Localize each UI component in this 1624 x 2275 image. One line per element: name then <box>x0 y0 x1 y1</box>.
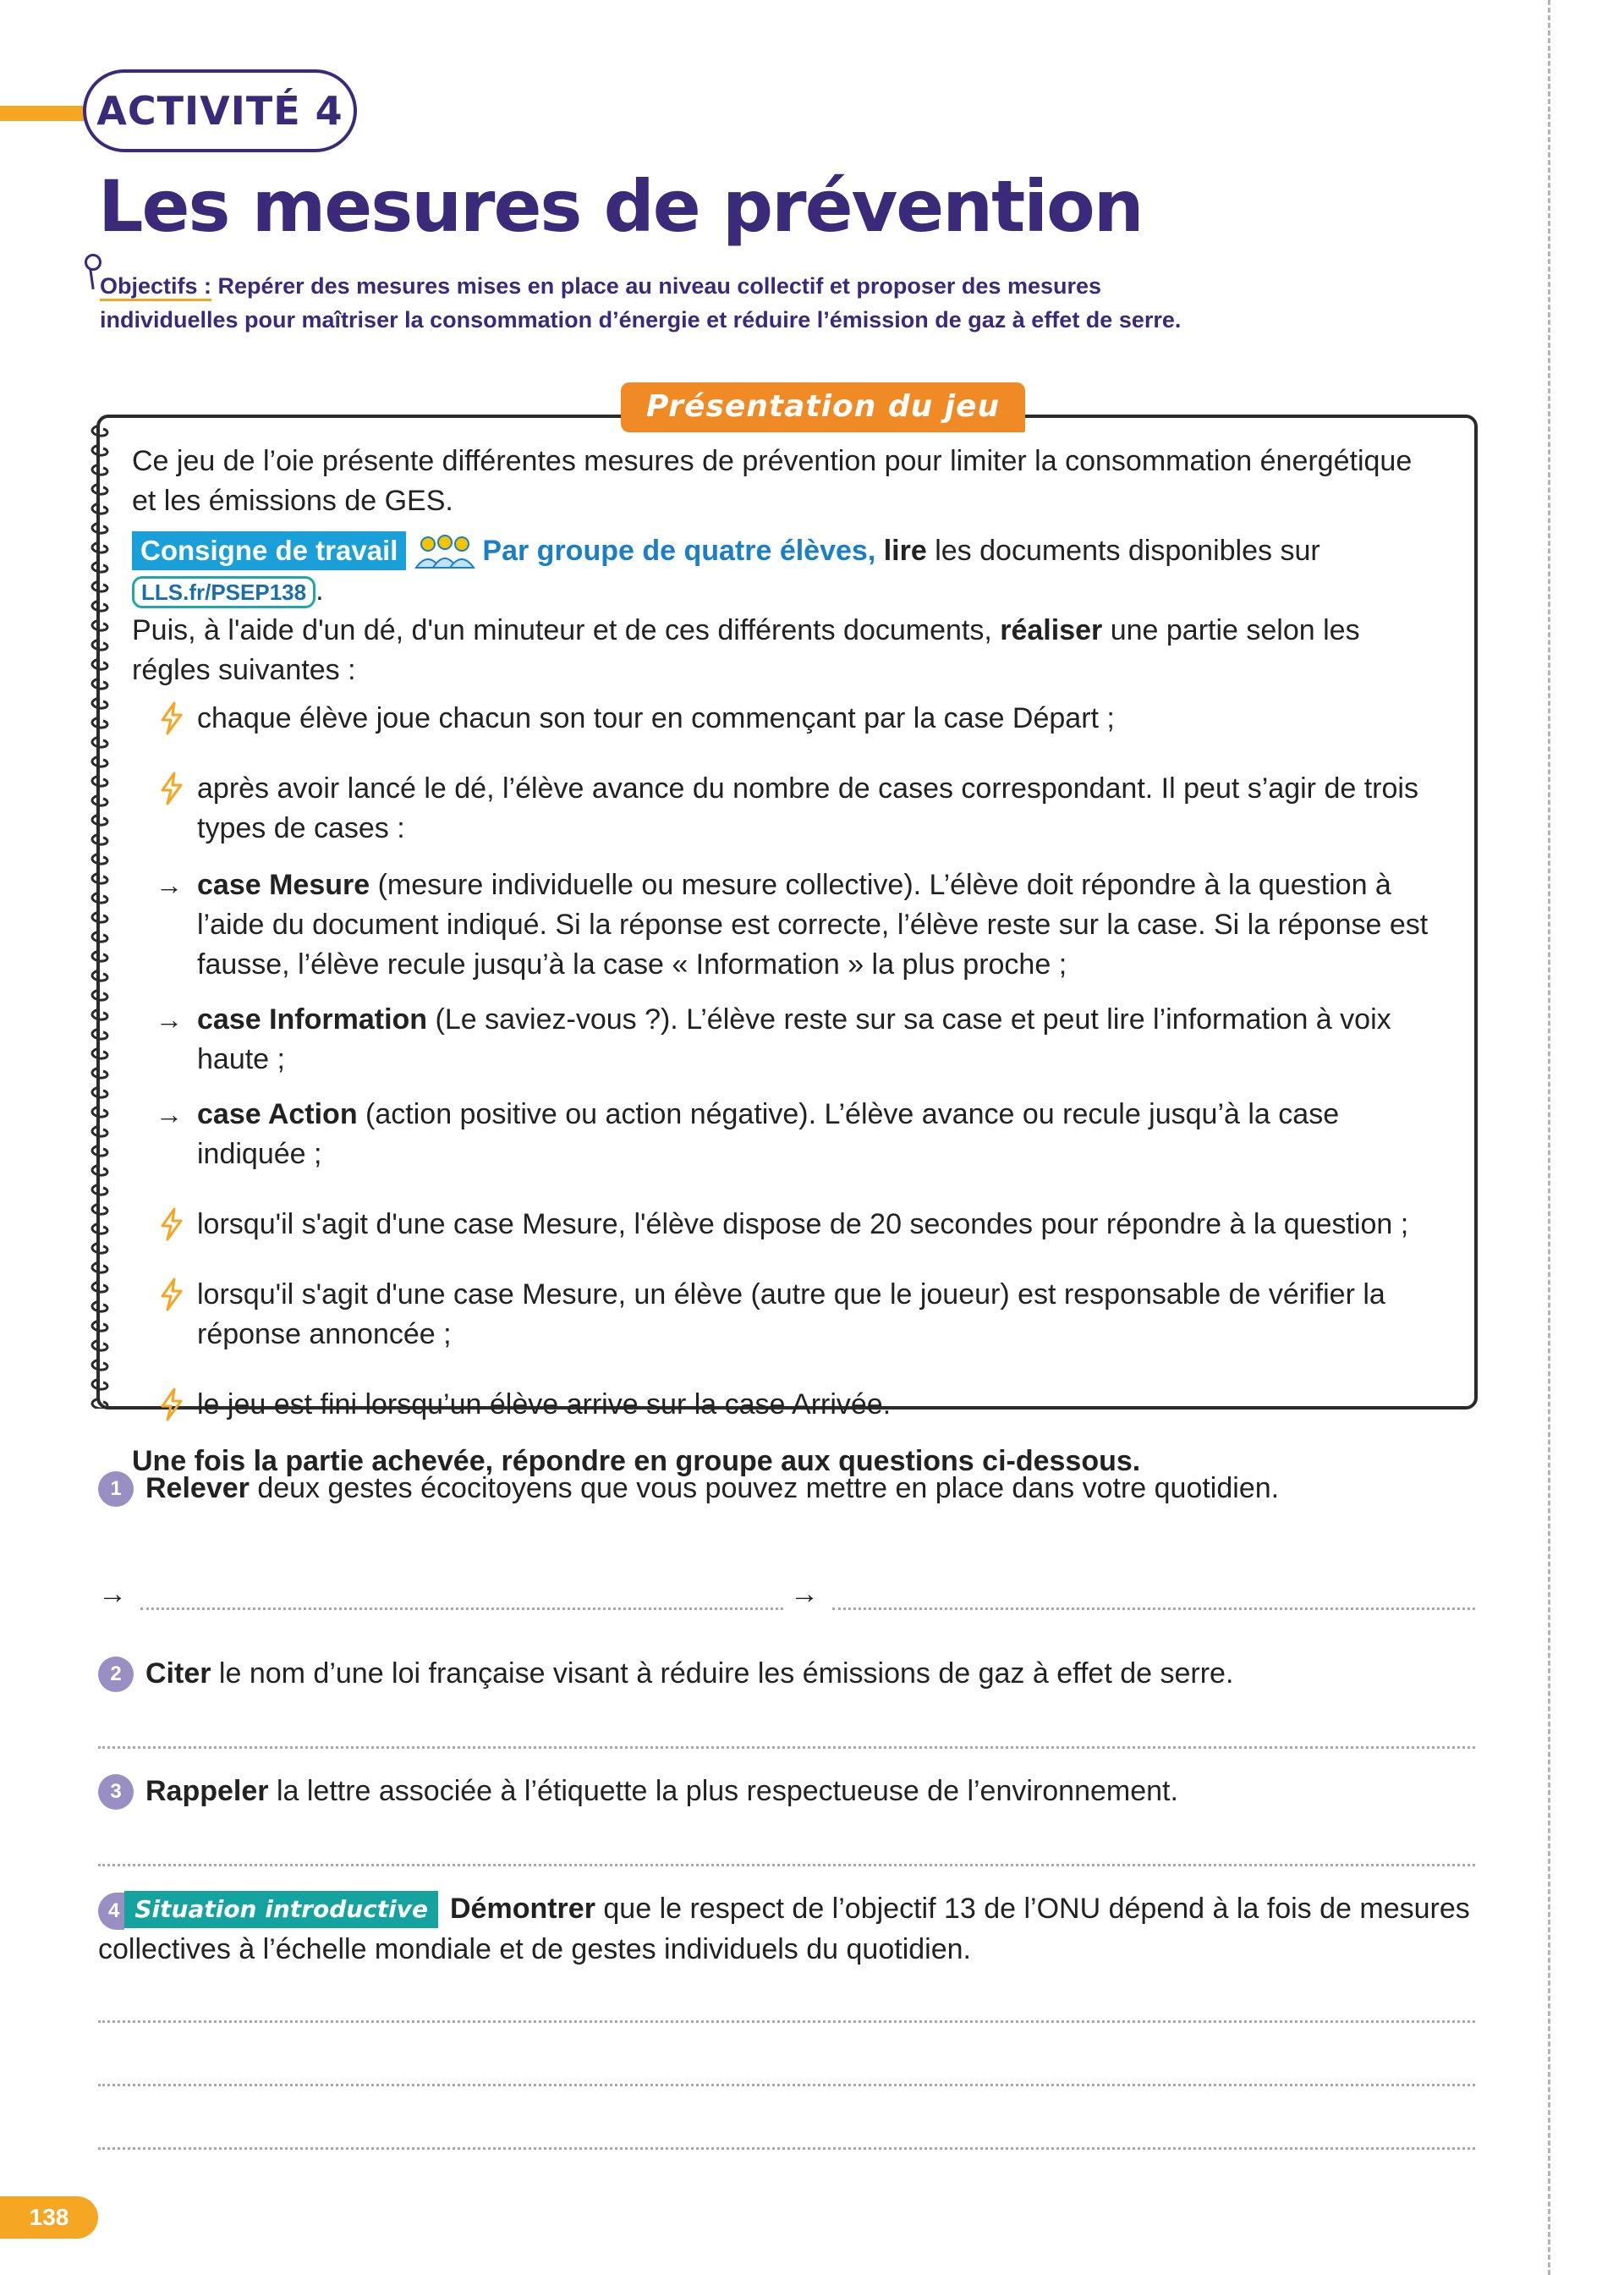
arrow-icon: → <box>156 1099 183 1130</box>
question-number: 1 <box>98 1471 134 1507</box>
spiral-ring <box>92 1399 107 1409</box>
case-type-label: case Mesure <box>197 869 370 902</box>
situation-badge: Situation introductive <box>124 1891 438 1928</box>
section-label-presentation: Présentation du jeu <box>621 382 1025 432</box>
spiral-ring <box>92 659 107 669</box>
rule-text: lorsqu'il s'agit d'une case Mesure, l'élève dispose de 20 secondes pour répondre à la question ; <box>197 1208 1409 1241</box>
arrow-icon: → <box>98 1578 127 1610</box>
objectives-text: Repérer des mesures mises en place au niveau collectif et proposer des mesures individuelles pour maîtriser la consommation d’énergie et réduire l’émission de gaz à effet de serre. <box>100 273 1182 332</box>
answer-line[interactable] <box>140 1607 783 1610</box>
objectives-label: Objectifs : <box>100 273 212 299</box>
spiral-ring <box>92 1087 107 1097</box>
spiral-ring <box>92 484 107 494</box>
spiral-ring <box>92 679 107 689</box>
spiral-ring <box>92 426 107 436</box>
spiral-ring <box>92 542 107 552</box>
question-4 <box>98 1889 1485 1970</box>
answer-line[interactable] <box>98 1864 1475 1866</box>
link-period: . <box>315 574 324 607</box>
question-verb: Citer <box>145 1657 211 1690</box>
lightning-icon <box>157 1207 186 1241</box>
resource-link[interactable]: LLS.fr/PSEP138 <box>132 576 315 608</box>
spiral-ring <box>92 854 107 864</box>
question-verb: Rappeler <box>145 1775 269 1807</box>
question-number: 4 <box>98 1893 124 1930</box>
page-number: 138 <box>0 2196 98 2239</box>
page-margin-guide <box>1548 0 1550 2275</box>
spiral-ring <box>92 756 107 767</box>
question-3 <box>98 1772 1485 1811</box>
puis-text: Puis, à l'aide d'un dé, d'un minuteur et de ces différents documents, <box>132 614 992 647</box>
spiral-ring <box>92 815 107 825</box>
spiral-ring <box>92 1126 107 1136</box>
puis-text-end: une partie selon les régles suivantes : <box>132 614 1360 687</box>
question-text: que le respect de l’objectif 13 de l’ONU dépend à la fois de mesures collectives à l’échelle mondiale et de gestes individuels du quotidien. <box>98 1893 1470 1965</box>
case-type-text: (mesure individuelle ou mesure collective). L’élève doit répondre à la question à l’aide du document indiqué. Si la réponse est correcte, l’élève reste sur la case. Si la réponse est fausse, l’élève recule jusqu’à la case « Information » la plus proche ; <box>197 869 1429 981</box>
spiral-ring <box>92 464 107 475</box>
question-text: deux gestes écocitoyens que vous pouvez mettre en place dans votre quotidien. <box>257 1472 1280 1504</box>
lightning-icon <box>157 1278 186 1311</box>
docs-text: les documents disponibles sur <box>935 535 1320 567</box>
spiral-ring <box>92 581 107 591</box>
rule-item <box>132 1275 1443 1355</box>
answer-line[interactable] <box>98 1746 1475 1749</box>
spiral-ring <box>92 1048 107 1058</box>
spiral-ring <box>92 1321 107 1331</box>
answer-line[interactable] <box>98 2084 1475 2086</box>
spiral-ring <box>92 601 107 611</box>
group-icon <box>411 534 479 571</box>
spiral-ring <box>92 776 107 786</box>
activity-tag: ACTIVITÉ 4 <box>83 69 357 152</box>
spiral-ring <box>92 931 107 942</box>
verb-lire: lire <box>883 535 927 567</box>
spiral-ring <box>92 1282 107 1292</box>
case-type-text: (action positive ou action négative). L’élève avance ou recule jusqu’à la case indiquée ; <box>197 1098 1340 1171</box>
notebook-spiral <box>88 419 117 1409</box>
spiral-ring <box>92 737 107 747</box>
arrow-icon: → <box>156 870 183 901</box>
spiral-ring <box>92 951 107 961</box>
rule-text: lorsqu'il s'agit d'une case Mesure, un élève (autre que le joueur) est responsable de vérifier la réponse annoncée ; <box>197 1278 1385 1351</box>
spiral-ring <box>92 912 107 922</box>
spiral-ring <box>92 795 107 805</box>
rule-subitem <box>132 1095 1443 1174</box>
lightning-icon <box>157 1388 186 1421</box>
spiral-ring <box>92 503 107 514</box>
rule-item <box>132 699 1443 739</box>
spiral-ring <box>92 562 107 572</box>
case-type-label: case Information <box>197 1003 428 1036</box>
spiral-ring <box>92 445 107 455</box>
spiral-ring <box>92 523 107 533</box>
question-number: 3 <box>98 1774 134 1810</box>
rule-item <box>132 1205 1443 1245</box>
arrow-icon: → <box>156 1004 183 1036</box>
game-intro: Ce jeu de l’oie présente différentes mesures de prévention pour limiter la consommation énergétique et les émissions de GES. <box>132 445 1413 517</box>
rule-subitem <box>132 1000 1443 1080</box>
spiral-ring <box>92 640 107 650</box>
answer-line[interactable] <box>98 2020 1475 2023</box>
question-text: le nom d’une loi française visant à réduire les émissions de gaz à effet de serre. <box>218 1657 1234 1690</box>
spiral-ring <box>92 970 107 981</box>
question-number: 2 <box>98 1657 134 1692</box>
answer-line[interactable] <box>98 2147 1475 2150</box>
spiral-ring <box>92 1184 107 1195</box>
consigne-paragraph <box>132 531 1443 690</box>
spiral-ring <box>92 1204 107 1214</box>
spiral-ring <box>92 1009 107 1019</box>
pin-icon-stem <box>89 269 94 289</box>
arrow-icon: → <box>790 1578 819 1610</box>
question-2 <box>98 1654 1485 1694</box>
question-text: la lettre associée à l’étiquette la plus respectueuse de l’environnement. <box>276 1775 1178 1807</box>
rule-item <box>132 769 1443 849</box>
rule-text: le jeu est fini lorsqu’un élève arrive sur la case Arrivée. <box>197 1388 892 1421</box>
rules-list <box>132 699 1443 1425</box>
activity-accent-bar <box>0 106 93 121</box>
spiral-ring <box>92 990 107 1000</box>
pin-icon <box>85 254 102 271</box>
spiral-ring <box>92 1262 107 1272</box>
spiral-ring <box>92 893 107 903</box>
case-type-label: case Action <box>197 1098 358 1131</box>
group-instruction: Par groupe de quatre élèves, <box>482 535 876 567</box>
rule-subitem <box>132 865 1443 985</box>
consigne-label: Consigne de travail <box>132 531 406 570</box>
spiral-ring <box>92 717 107 728</box>
spiral-ring <box>92 1223 107 1234</box>
spiral-ring <box>92 1243 107 1253</box>
lightning-icon <box>157 772 186 805</box>
answer-line[interactable] <box>832 1607 1475 1610</box>
objectives <box>100 269 1233 337</box>
question-verb: Démontrer <box>450 1893 595 1925</box>
case-type-text: (Le saviez-vous ?). L’élève reste sur sa case et peut lire l’information à voix haute ; <box>197 1003 1391 1076</box>
game-instructions <box>132 442 1443 1481</box>
question-verb: Relever <box>145 1472 250 1504</box>
spiral-ring <box>92 1379 107 1389</box>
lightning-icon <box>157 701 186 735</box>
spiral-ring <box>92 1146 107 1156</box>
spiral-ring <box>92 698 107 708</box>
spiral-ring <box>92 1301 107 1311</box>
final-instruction: Une fois la partie achevée, répondre en groupe aux questions ci-dessous. <box>132 1445 1141 1478</box>
spiral-ring <box>92 1068 107 1078</box>
spiral-ring <box>92 1165 107 1175</box>
spiral-ring <box>92 620 107 630</box>
spiral-ring <box>92 1029 107 1039</box>
spiral-ring <box>92 1360 107 1370</box>
spiral-ring <box>92 834 107 844</box>
spiral-ring <box>92 873 107 883</box>
spiral-ring <box>92 1107 107 1117</box>
page-title: Les mesures de prévention <box>98 165 1143 248</box>
verb-realiser: réaliser <box>1000 614 1103 647</box>
spiral-ring <box>92 1340 107 1350</box>
rule-item <box>132 1385 1443 1425</box>
rule-text: chaque élève joue chacun son tour en commençant par la case Départ ; <box>197 702 1115 735</box>
question-1 <box>98 1469 1485 1508</box>
rule-text: après avoir lancé le dé, l’élève avance du nombre de cases correspondant. Il peut s’agir de trois types de cases : <box>197 772 1418 845</box>
